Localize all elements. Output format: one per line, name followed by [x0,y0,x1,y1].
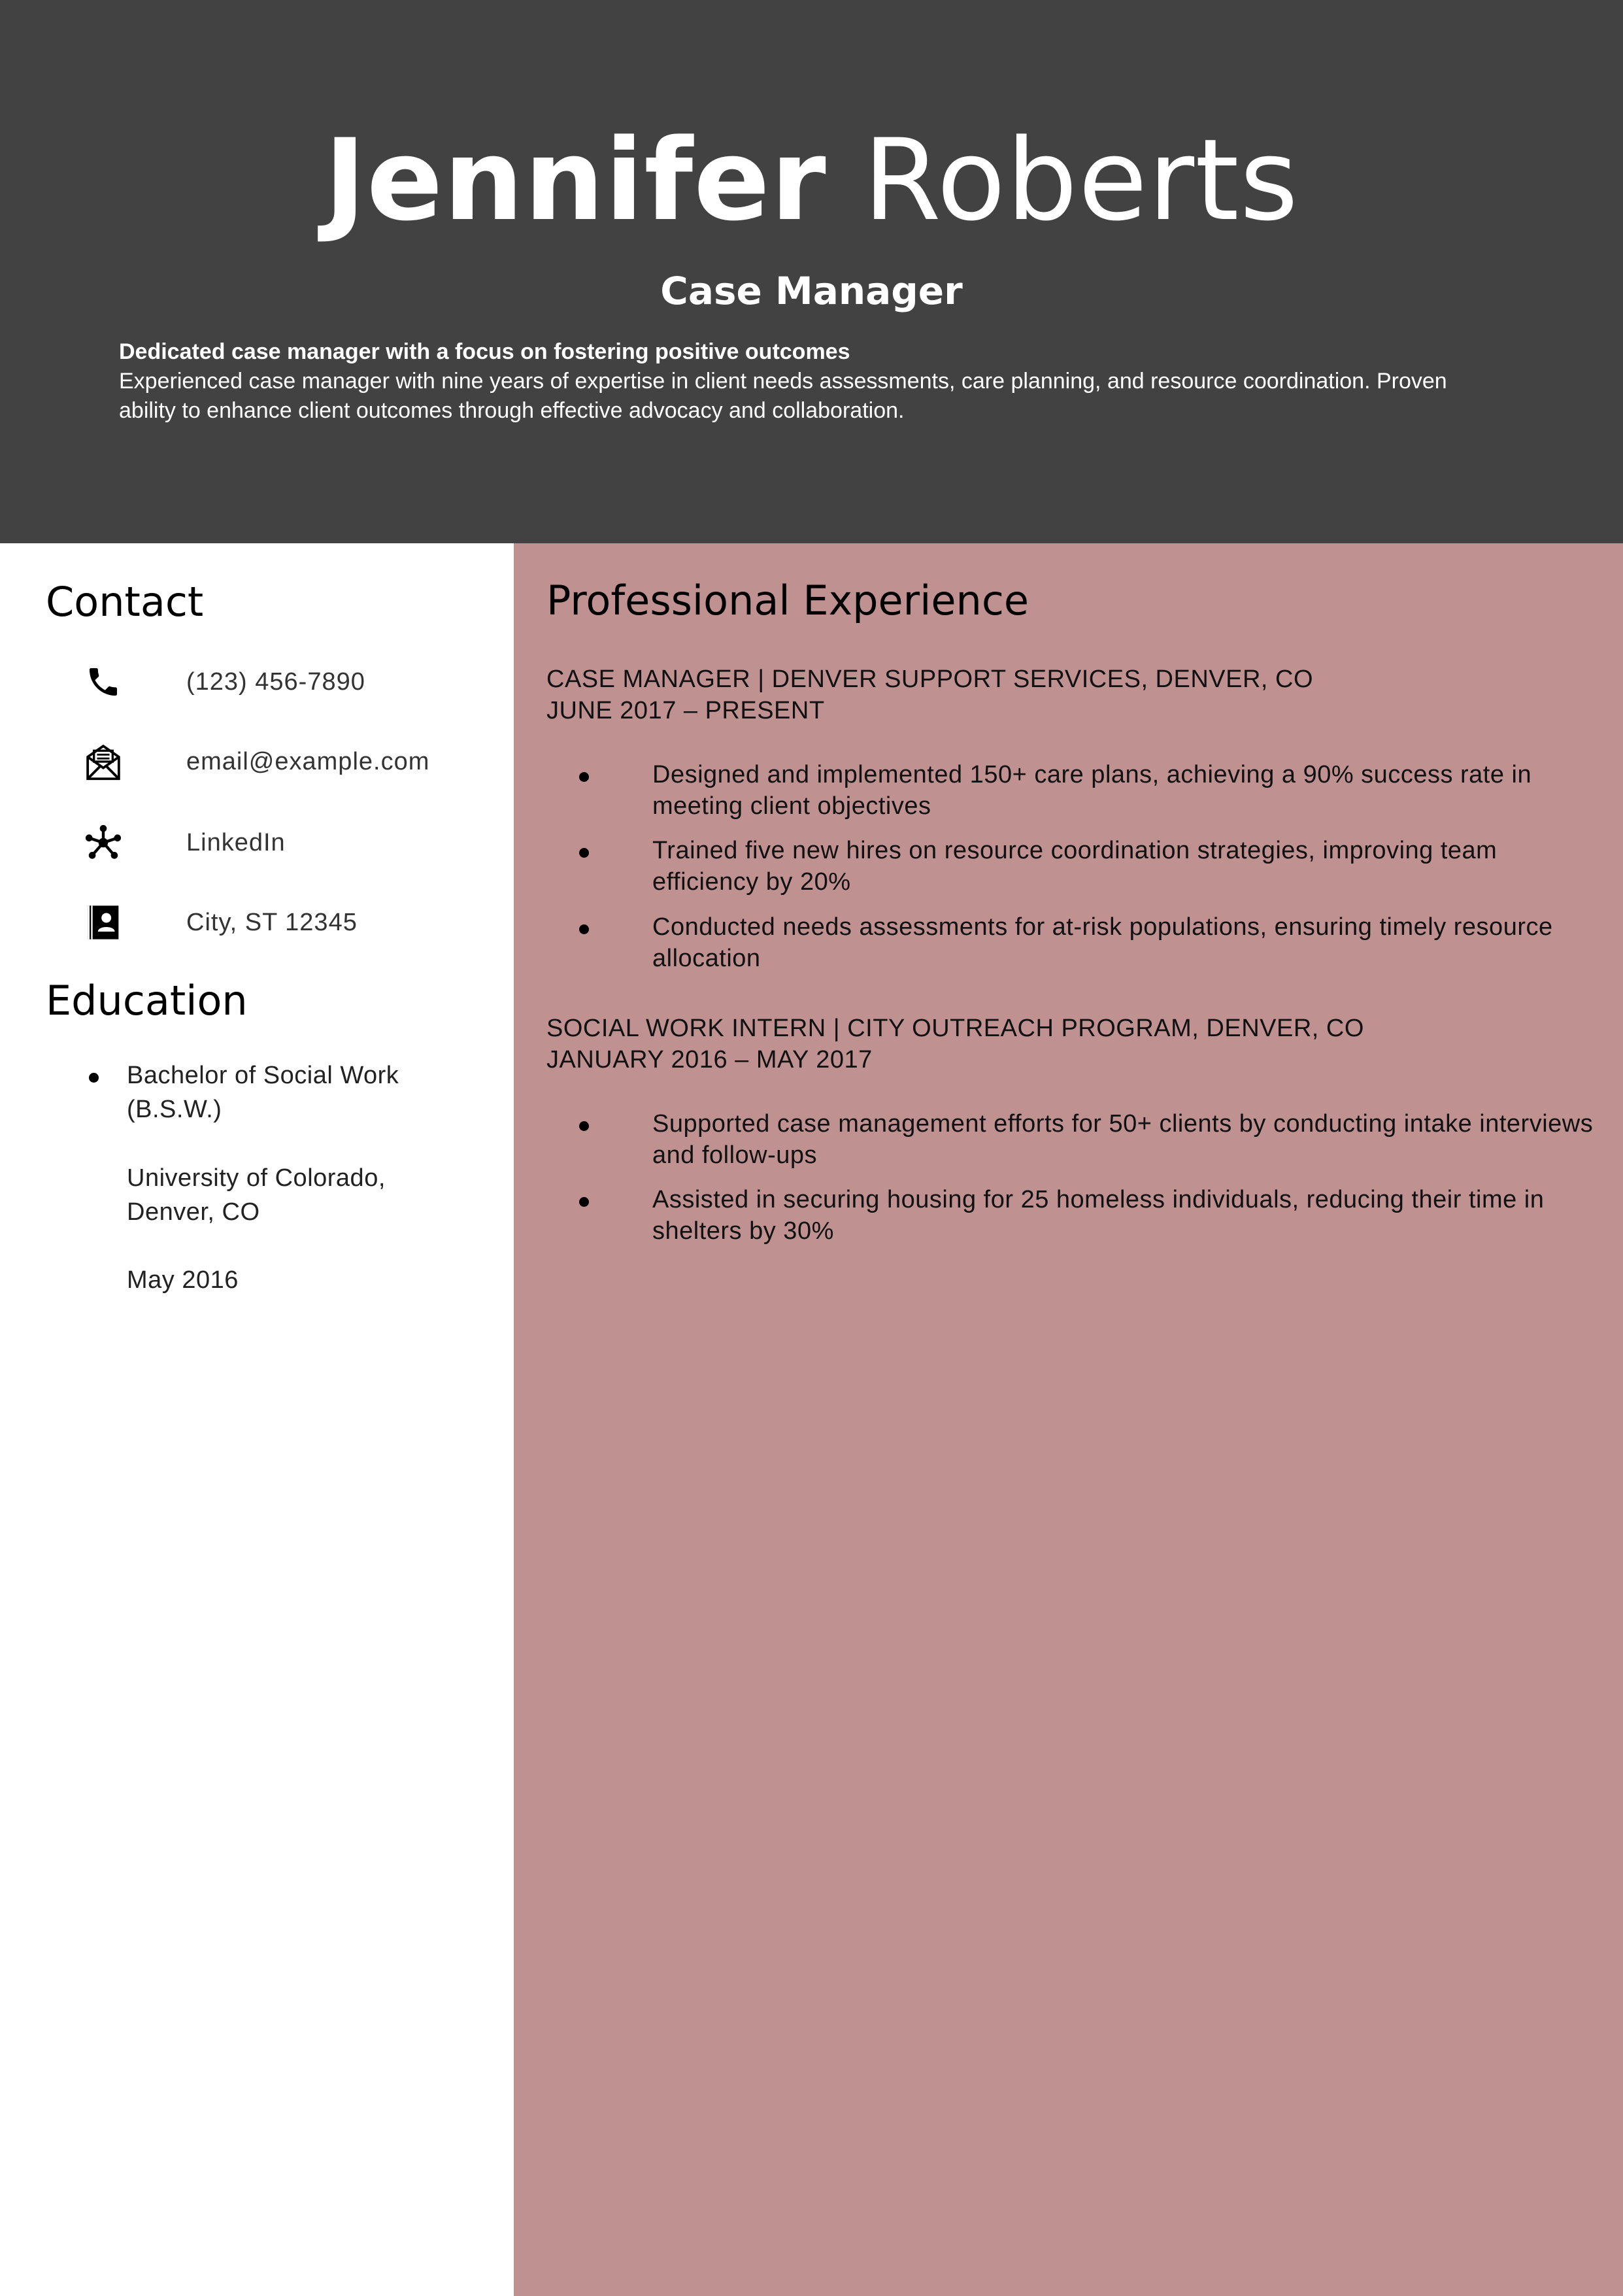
education-degree: Bachelor of Social Work (B.S.W.) [127,1062,399,1123]
job-role-line: CASE MANAGER | DENVER SUPPORT SERVICES, DENVER, CO [546,666,1314,693]
linkedin-text[interactable]: LinkedIn [186,828,286,856]
education-school: University of Colorado, Denver, CO [127,1164,386,1226]
first-name: Jennifer [324,114,827,246]
job-entry [546,1013,1605,1245]
contact-heading: Contact [46,578,204,626]
linkedin-icon [84,822,123,864]
experience-heading: Professional Experience [546,577,1029,624]
last-name: Roberts [863,114,1299,246]
main-content [514,543,1623,2296]
email-text[interactable]: email@example.com [186,747,430,775]
bullet-icon [579,848,589,858]
bullet-icon [579,1197,589,1207]
contact-linkedin [84,822,286,864]
bullet-icon [89,1073,99,1083]
candidate-name [0,115,1623,246]
address-text: City, ST 12345 [186,908,358,936]
summary [119,337,1505,426]
bullet-text: Assisted in securing housing for 25 homeless individuals, reducing their time in shelters by 30% [652,1186,1545,1245]
contact-address [84,902,358,943]
email-icon [84,741,123,783]
phone-text: (123) 456-7890 [186,667,365,696]
contact-phone [84,661,365,703]
address-icon [84,902,123,943]
contact-email [84,741,429,783]
bullet-text: Designed and implemented 150+ care plans, achieving a 90% success rate in meeting client objectives [652,761,1532,820]
education-date: May 2016 [127,1266,239,1294]
job-entry [546,664,1605,972]
phone-icon [84,661,123,703]
job-dates: JANUARY 2016 – MAY 2017 [546,1046,873,1073]
bullet-icon [579,772,589,782]
bullet-text: Trained five new hires on resource coordination strategies, improving team efficiency by 20% [652,837,1498,896]
summary-body: Experienced case manager with nine years of expertise in client needs assessments, care planning, and resource coordination. Proven ability to enhance client outcomes through effective advocacy and collaboration. [119,369,1447,423]
bullet-text: Conducted needs assessments for at-risk populations, ensuring timely resource allocation [652,913,1553,972]
job-dates: JUNE 2017 – PRESENT [546,697,825,724]
bullet-text: Supported case management efforts for 50+ clients by conducting intake interviews and follow-ups [652,1110,1594,1169]
education-heading: Education [46,977,248,1024]
sidebar [0,543,514,2296]
summary-heading: Dedicated case manager with a focus on fostering positive outcomes [119,339,850,364]
bullet-icon [579,1121,589,1131]
bullet-icon [579,924,589,934]
resume-header [0,0,1623,543]
job-role-line: SOCIAL WORK INTERN | CITY OUTREACH PROGRAM, DENVER, CO [546,1015,1364,1042]
job-title: Case Manager [660,269,963,313]
